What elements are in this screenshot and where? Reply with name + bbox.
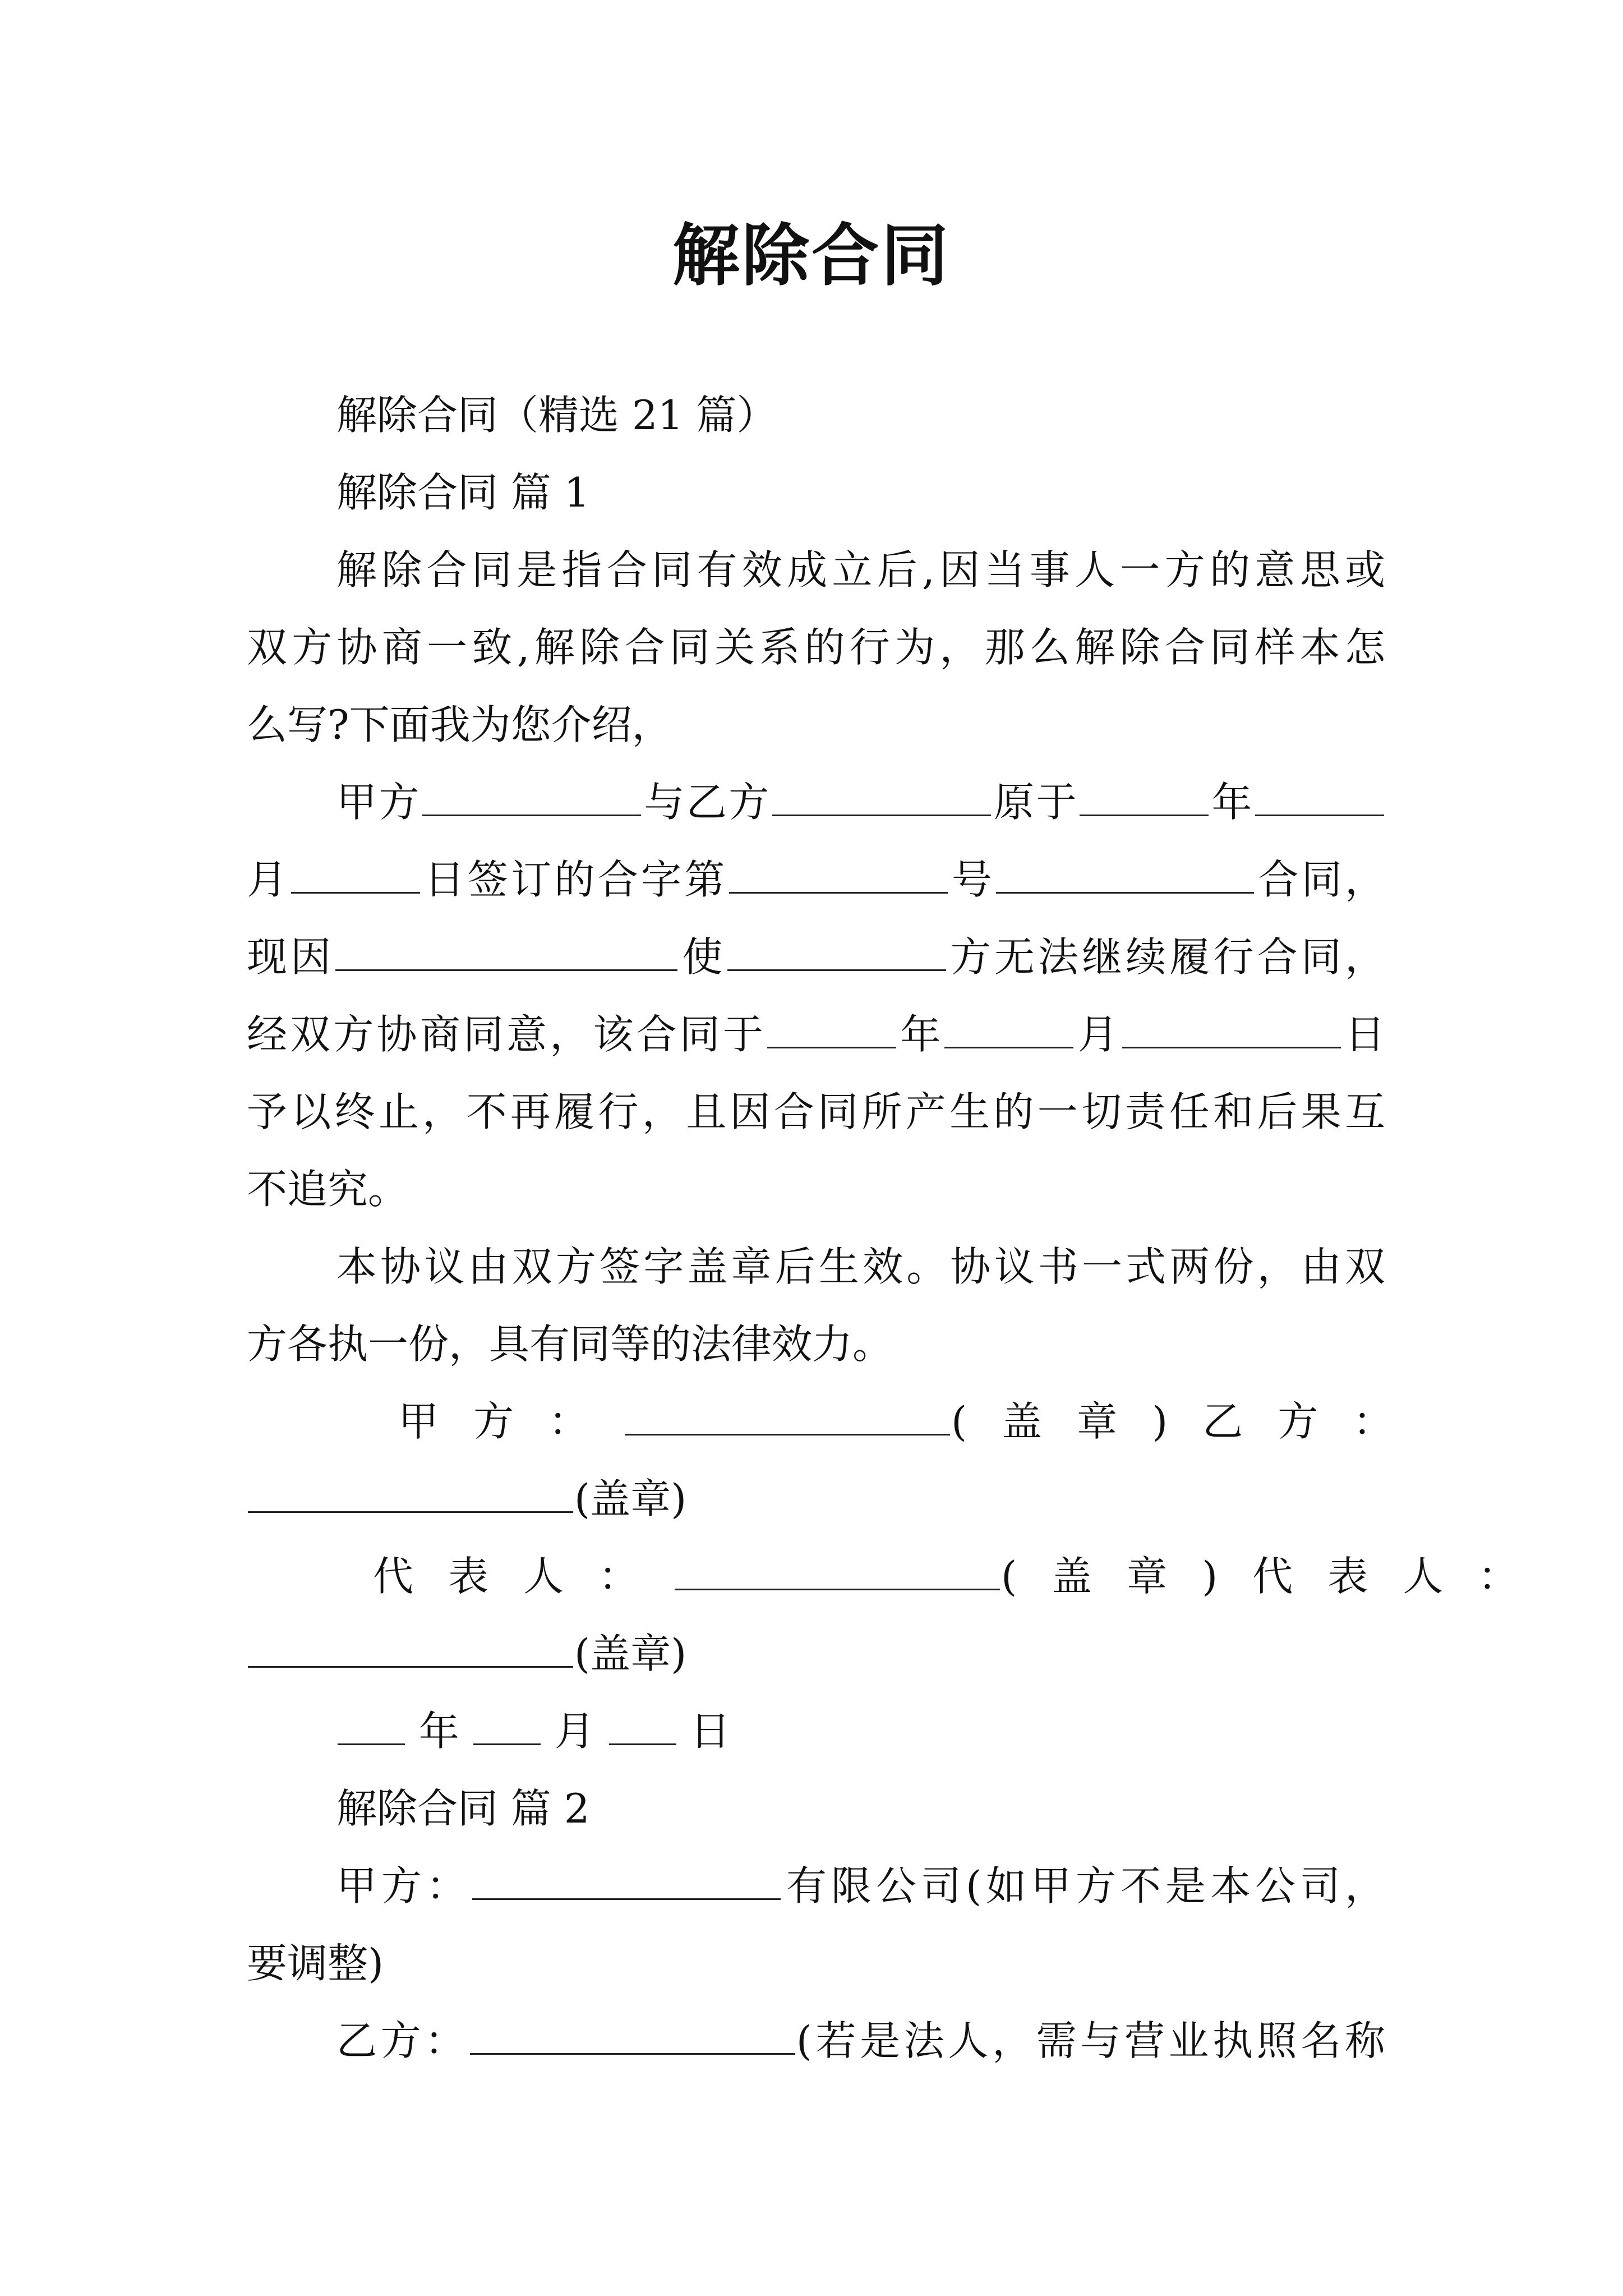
blank-field: [248, 1474, 573, 1513]
text-segment: 日: [1341, 1011, 1385, 1058]
paragraph-line: 么写?下面我为您介绍，: [247, 701, 672, 748]
blank-field: [772, 777, 991, 816]
text-segment: (若是法人，需与营业执照名称: [796, 2017, 1385, 2064]
form-line: [247, 852, 1385, 908]
blank-field: [1122, 1010, 1341, 1048]
text-segment: 代表人：: [373, 1553, 674, 1600]
blank-field: [675, 1552, 1000, 1590]
signature-line-party-a: [398, 1393, 1428, 1450]
form-line: [336, 2013, 1385, 2069]
text-segment: 使: [679, 933, 726, 981]
text-segment: 经双方协商同意，该合同于: [247, 1011, 767, 1058]
signature-line-party-b: [247, 1471, 1385, 1527]
text-segment: (盖章)代表人：: [1001, 1553, 1553, 1600]
paragraph-line: 不追究。: [247, 1166, 409, 1213]
text-segment: 年: [1210, 779, 1254, 826]
signature-line-representative-b: [247, 1626, 1385, 1682]
section-heading-2: 解除合同 篇 2: [336, 1785, 590, 1832]
text-segment: 月: [554, 1708, 595, 1755]
form-line: [336, 774, 1385, 830]
blank-field: [335, 932, 677, 971]
paragraph-line: 方各执一份，具有同等的法律效力。: [247, 1320, 893, 1368]
blank-field: [248, 1629, 573, 1668]
text-segment: 与乙方: [642, 779, 771, 826]
form-line: [247, 1006, 1385, 1062]
blank-field: [767, 1010, 896, 1048]
blank-field: [625, 1397, 950, 1435]
text-segment: (盖章): [574, 1630, 687, 1677]
text-segment: 合同，: [1255, 856, 1385, 903]
blank-field: [729, 855, 948, 894]
section-heading-1: 解除合同 篇 1: [336, 469, 590, 516]
text-segment: 月: [1075, 1011, 1121, 1058]
paragraph-line: 本协议由双方签字盖章后生效。协议书一式两份，由双: [336, 1243, 1385, 1290]
text-segment: 现因: [247, 933, 335, 981]
form-line: [336, 1858, 1385, 1914]
blank-field: [473, 1706, 541, 1745]
contract-subtitle: 解除合同（精选 21 篇）: [336, 392, 777, 439]
form-line: [247, 929, 1385, 985]
text-segment: 日签订的合字第: [421, 856, 728, 903]
text-segment: 日: [690, 1708, 731, 1755]
blank-field: [291, 855, 420, 894]
blank-field: [609, 1706, 676, 1745]
text-segment: 号: [948, 856, 995, 903]
blank-field: [472, 1861, 781, 1900]
paragraph-line: 双方协商一致,解除合同关系的行为，那么解除合同样本怎: [247, 624, 1385, 671]
signature-line-representative-a: [373, 1548, 1553, 1604]
text-segment: 年: [418, 1708, 459, 1755]
date-line: [336, 1703, 1385, 1759]
text-segment: 年: [897, 1011, 944, 1058]
paragraph-line: 解除合同是指合同有效成立后,因当事人一方的意思或: [336, 546, 1385, 593]
text-segment: 月: [247, 856, 291, 903]
text-segment: 甲方：: [336, 1862, 471, 1910]
document-title: 解除合同: [672, 216, 951, 295]
blank-field: [338, 1706, 405, 1745]
blank-field: [944, 1010, 1073, 1048]
blank-field: [422, 777, 641, 816]
blank-field: [996, 855, 1254, 894]
text-segment: (盖章): [574, 1475, 687, 1522]
blank-field: [470, 2016, 795, 2055]
paragraph-line: 予以终止，不再履行，且因合同所产生的一切责任和后果互: [247, 1088, 1385, 1135]
text-segment: 乙方：: [336, 2017, 469, 2064]
text-segment: (盖章)乙方：: [951, 1398, 1428, 1445]
text-segment: 甲方: [336, 779, 421, 826]
text-segment: 甲方：: [398, 1398, 624, 1445]
blank-field: [1255, 777, 1384, 816]
text-segment: 原于: [992, 779, 1079, 826]
blank-field: [1080, 777, 1209, 816]
paragraph-line: 要调整): [247, 1940, 384, 1987]
text-segment: 方无法继续履行合同，: [947, 933, 1385, 981]
text-segment: 有限公司(如甲方不是本公司，: [781, 1862, 1385, 1910]
blank-field: [727, 932, 946, 971]
